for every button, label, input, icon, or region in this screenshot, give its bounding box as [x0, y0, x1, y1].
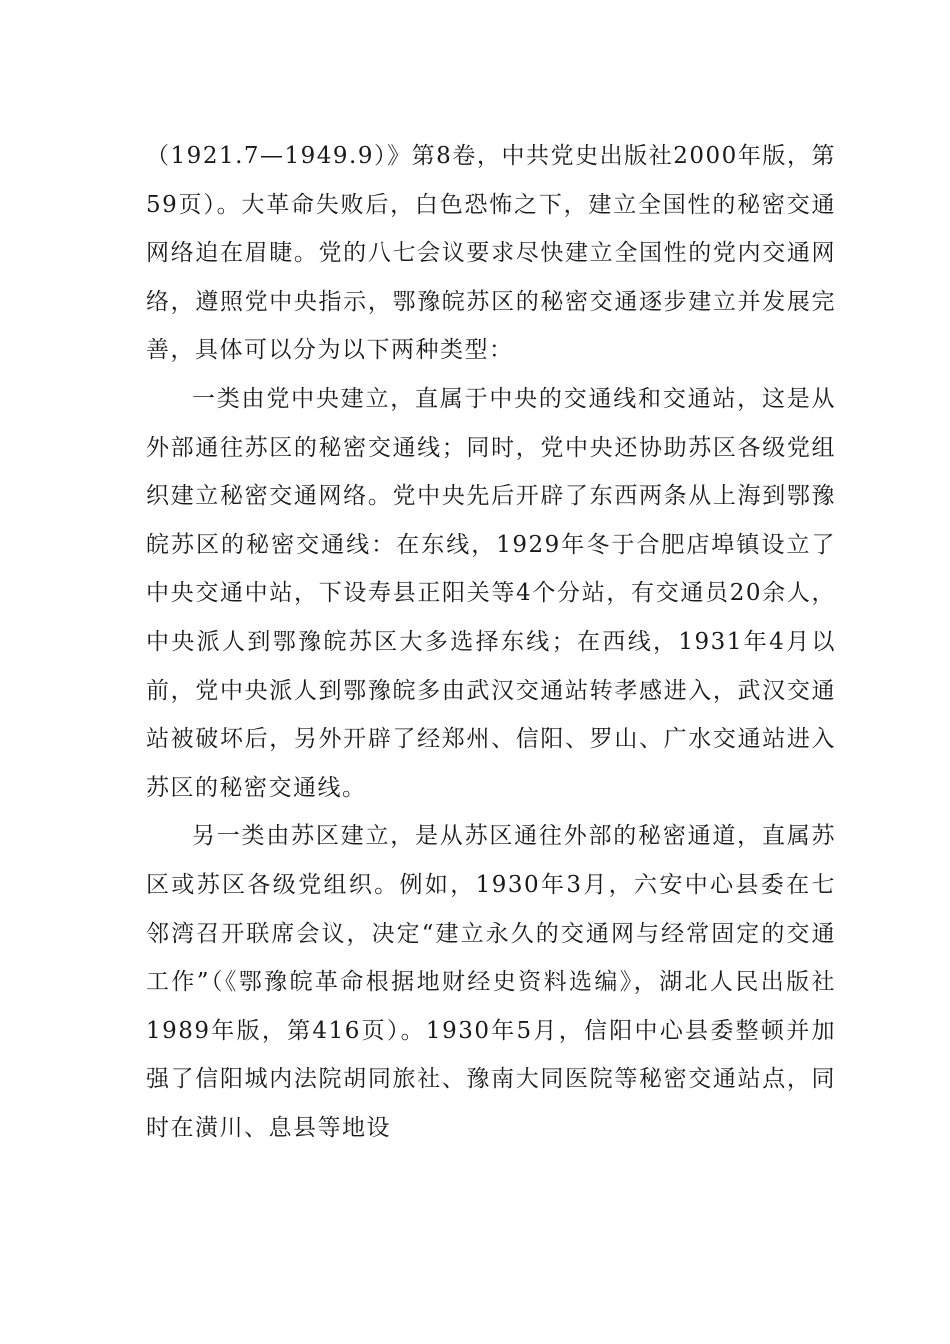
paragraph-3: 另一类由苏区建立，是从苏区通往外部的秘密通道，直属苏区或苏区各级党组织。例如，1930年3月，六安中心县委在七邻湾召开联席会议，决定“建立永久的交通网与经常固定的交通工作”（《鄂豫皖革命根据地财经史资料选编》，湖北人民出版社1989年版，第416页）。1930年5月，信阳中心县委整顿并加强了信阳城内法院胡同旅社、豫南大同医院等秘密交通站点，同时在潢川、息县等地设 [146, 823, 836, 1141]
paragraph-1: （1921.7—1949.9）》第8卷，中共党史出版社2000年版，第59页）。大革命失败后，白色恐怖之下，建立全国性的秘密交通网络迫在眉睫。党的八七会议要求尽快建立全国性的党内交通网络，遵照党中央指示，鄂豫皖苏区的秘密交通逐步建立并发展完善，具体可以分为以下两种类型： [146, 143, 836, 364]
paragraph-2: 一类由党中央建立，直属于中央的交通线和交通站，这是从外部通往苏区的秘密交通线；同时，党中央还协助苏区各级党组织建立秘密交通网络。党中央先后开辟了东西两条从上海到鄂豫皖苏区的秘密交通线：在东线，1929年冬于合肥店埠镇设立了中央交通中站，下设寿县正阳关等4个分站，有交通员20余人，中央派人到鄂豫皖苏区大多选择东线；在西线，1931年4月以前，党中央派人到鄂豫皖多由武汉交通站转孝感进入，武汉交通站被破坏后，另外开辟了经郑州、信阳、罗山、广水交通站进入苏区的秘密交通线。 [146, 385, 836, 801]
body-text [146, 132, 836, 1152]
